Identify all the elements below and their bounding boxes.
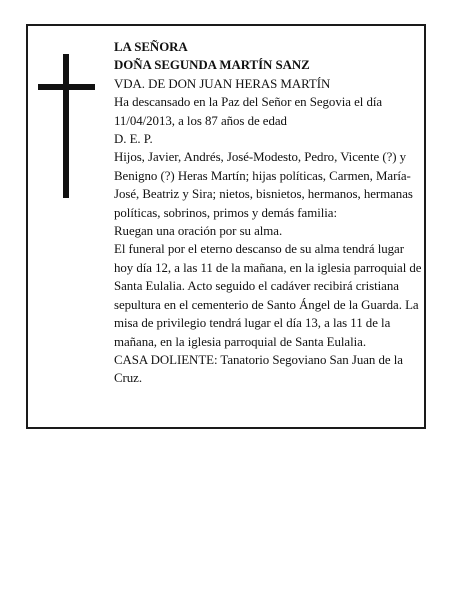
widow-of-line: VDA. DE DON JUAN HERAS MARTÍN xyxy=(114,76,331,91)
family-list: Hijos, Javier, Andrés, José-Modesto, Pedro, Vicente (?) y Benigno (?) Heras Martín; hijas políticas, Carmen, María-José, Beatriz y Sira; nietos, bisnietos, hermanos, hermanas políticas, sobrinos, primos y demás familia: xyxy=(114,150,413,220)
title-line: LA SEÑORA xyxy=(114,40,188,54)
funeral-details: El funeral por el eterno descanso de su alma tendrá lugar hoy día 12, a las 11 de la mañana, en la iglesia parroquial de Santa Eulalia. Acto seguido el cadáver recibirá cristiana sepultura en el cementerio de Santo Ángel de la Guarda. La misa de privilegio tendrá lugar el día 13, a las 11 de la mañana, en la iglesia parroquial de Santa Eulalia. xyxy=(114,242,422,349)
funeral-home: CASA DOLIENTE: Tanatorio Segoviano San Juan de la Cruz. xyxy=(114,352,403,386)
cross-horizontal-bar xyxy=(38,84,95,90)
death-announcement: Ha descansado en la Paz del Señor en Segovia el día 11/04/2013, a los 87 años de edad xyxy=(114,95,383,128)
cross-vertical-bar xyxy=(63,54,69,198)
deceased-name: DOÑA SEGUNDA MARTÍN SANZ xyxy=(114,58,310,73)
prayer-request: Ruegan una oración por su alma. xyxy=(114,224,283,239)
rip-line: D. E. P. xyxy=(114,132,153,147)
obituary-text xyxy=(114,38,424,388)
